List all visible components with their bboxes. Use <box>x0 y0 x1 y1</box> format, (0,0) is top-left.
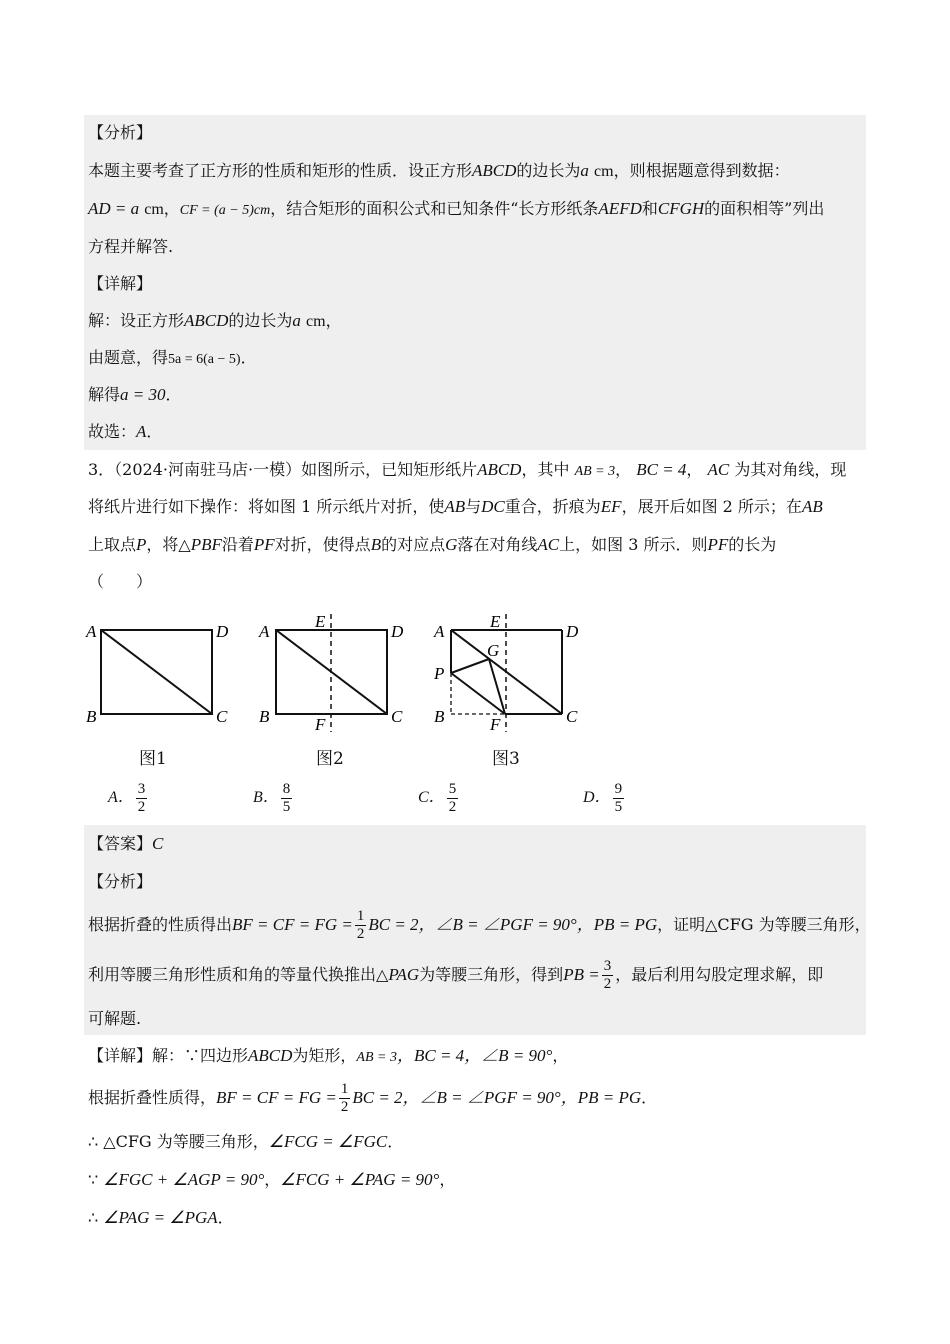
fig2-label-f: F <box>315 715 326 734</box>
section-heading-analysis: 【分析】 <box>88 872 153 891</box>
detail-line: 【详解】解：∵四边形ABCD为矩形，AB = 3，BC = 4，∠B = 90°， <box>88 1046 569 1065</box>
fig3-caption: 图3 <box>492 749 520 769</box>
fig2-label-a: A <box>259 622 270 641</box>
option-d[interactable]: D． $\frac{9}{5}$ <box>583 781 623 815</box>
paragraph-line: 利用等腰三角形性质和角的等量代换推出△PAG为等腰三角形，得到PB = $\frac{3}{2}$ ，最后利用勾股定理求解，即 <box>88 958 824 992</box>
fig1-label-d: D <box>216 622 229 641</box>
section-heading-detail: 【详解】 <box>88 274 153 293</box>
fig1-diagonal <box>101 630 212 714</box>
fig3-segment-pf <box>451 673 505 714</box>
detail-line: ∴ △CFG 为等腰三角形，∠FCG = ∠FGC． <box>88 1132 404 1151</box>
fig3-label-g: G <box>487 641 500 660</box>
fig2-label-c: C <box>391 707 403 726</box>
detail-line: 根据折叠性质得，BF = CF = FG = $\frac{1}{2}$ BC = 2，∠B = ∠PGF = 90°，PB = PG． <box>88 1081 658 1115</box>
paragraph-line: 本题主要考查了正方形的性质和矩形的性质．设正方形ABCD的边长为a cm，则根据题意得到数据： <box>88 161 790 180</box>
fig1-label-a: A <box>86 622 97 641</box>
fig2-label-d: D <box>391 622 404 641</box>
fig1-caption: 图1 <box>139 749 167 769</box>
option-a[interactable]: A． $\frac{3}{2}$ <box>108 781 146 815</box>
fig3-label-b: B <box>434 707 445 726</box>
option-c[interactable]: C． $\frac{5}{2}$ <box>418 781 457 815</box>
fig3-label-p: P <box>434 664 445 683</box>
fig2-caption: 图2 <box>316 749 344 769</box>
fig2-label-e: E <box>315 612 326 631</box>
fig3-label-f: F <box>490 715 501 734</box>
detail-line: ∴ ∠PAG = ∠PGA． <box>88 1208 234 1227</box>
fig3-segment-gf <box>489 659 505 714</box>
shade-block-1 <box>84 115 866 265</box>
paragraph-line: 可解题. <box>88 1009 142 1028</box>
question-line: 上取点P，将△PBF沿着PF对折，使得点B的对应点G落在对角线AC上，如图 3 所示．则PF的长为 <box>88 535 777 554</box>
paragraph-line: 根据折叠的性质得出BF = CF = FG = $\frac{1}{2}$ BC = 2，∠B = ∠PGF = 90°，PB = PG，证明△CFG 为等腰三角形， <box>88 908 871 942</box>
fig1-label-c: C <box>216 707 228 726</box>
fig3-label-e: E <box>490 612 501 631</box>
paragraph-line: 故选：A． <box>88 422 163 441</box>
detail-line: ∵ ∠FGC + ∠AGP = 90°，∠FCG + ∠PAG = 90°， <box>88 1170 456 1189</box>
paragraph-line: 由题意，得5a = 6(a − 5)． <box>88 348 257 367</box>
question-line: （ ） <box>88 572 153 591</box>
answer-line: 【答案】C <box>88 834 164 853</box>
paragraph-line: 解：设正方形ABCD的边长为a cm， <box>88 311 342 330</box>
fig3-label-c: C <box>566 707 578 726</box>
fig3-label-d: D <box>566 622 579 641</box>
fig3-label-a: A <box>434 622 445 641</box>
paragraph-line: AD = a cm，CF = (a − 5)cm，结合矩形的面积公式和已知条件“长方形纸条AEFD和CFGH的面积相等”列出 <box>88 199 825 218</box>
question-line: 3．（2024·河南驻马店·一模）如图所示，已知矩形纸片ABCD，其中 AB = 3， BC = 4， AC 为其对角线，现 <box>88 460 847 479</box>
fig1-label-b: B <box>86 707 97 726</box>
option-b[interactable]: B． $\frac{8}{5}$ <box>253 781 291 815</box>
paragraph-line: 方程并解答. <box>88 237 174 256</box>
fig2-label-b: B <box>259 707 270 726</box>
section-heading-analysis: 【分析】 <box>88 123 153 142</box>
fig3-segment-pg <box>451 659 489 673</box>
question-line: 将纸片进行如下操作：将如图 1 所示纸片对折，使AB与DC重合，折痕为EF，展开后如图 2 所示；在AB <box>88 497 823 516</box>
paragraph-line: 解得a = 30． <box>88 385 182 404</box>
